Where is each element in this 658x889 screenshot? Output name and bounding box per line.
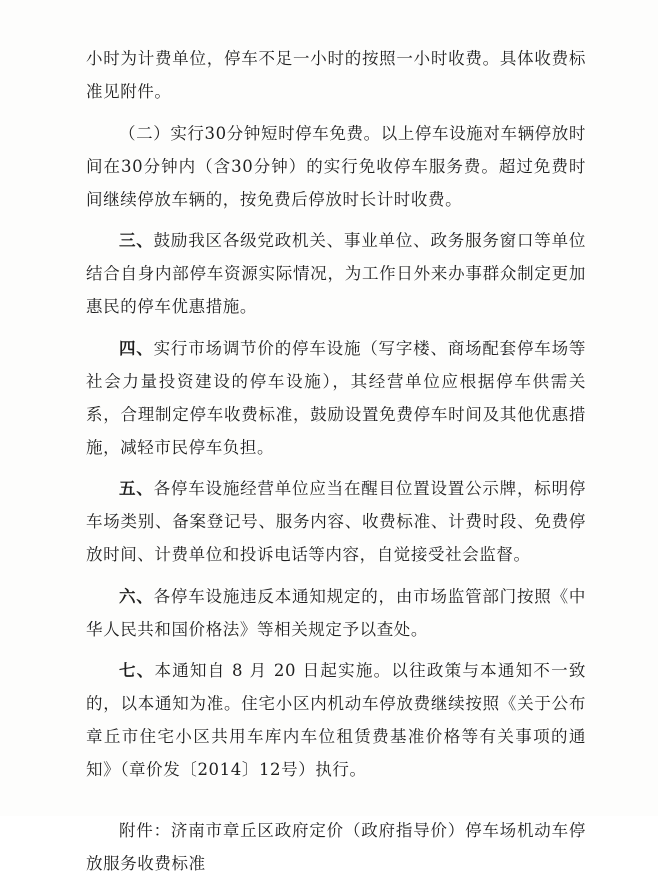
- document-body: [86, 42, 586, 889]
- item-number: 七、: [119, 661, 155, 680]
- item-number: 五、: [119, 479, 154, 498]
- paragraph-text: 各停车设施经营单位应当在醒目位置设置公示牌，标明停车场类别、备案登记号、服务内容、收费标准、计费时段、免费停放时间、计费单位和投诉电话等内容，自觉接受社会监督。: [86, 479, 586, 564]
- paragraph-text: 本通知自 8 月 20 日起实施。以往政策与本通知不一致的，以本通知为准。住宅小区内机动车停放费继续按照《关于公布章丘市住宅小区共用车库内车位租赁费基准价格等有关事项的通知》（章价发〔2014〕12号）执行。: [86, 661, 586, 779]
- attachment-text: 附件：济南市章丘区政府定价（政府指导价）停车场机动车停放服务收费标准: [86, 821, 586, 873]
- item-number: 三、: [119, 231, 154, 250]
- paragraph-item-5: [86, 472, 586, 571]
- item-number: 六、: [119, 586, 154, 606]
- item-number: 四、: [119, 338, 154, 358]
- paragraph-item-7: [86, 654, 586, 786]
- paragraph-text: 鼓励我区各级党政机关、事业单位、政务服务窗口等单位结合自身内部停车资源实际情况，为工作日外来办事群众制定更加惠民的停车优惠措施。: [86, 231, 586, 316]
- paragraph-text: （二）实行30分钟短时停车免费。以上停车设施对车辆停放时间在30分钟内（含30分钟）的实行免收停车服务费。超过免费时间继续停放车辆的，按免费后停放时长计时收费。: [86, 123, 586, 209]
- paragraph-continuation: [86, 42, 586, 108]
- paragraph-item-6: [86, 580, 586, 646]
- paragraph-item-4: [86, 332, 586, 464]
- paragraph-text: 各停车设施违反本通知规定的，由市场监管部门按照《中华人民共和国价格法》等相关规定予以查处。: [86, 586, 586, 639]
- paragraph-item-2: [86, 117, 586, 216]
- paragraph-text: 小时为计费单位，停车不足一小时的按照一小时收费。具体收费标准见附件。: [86, 49, 586, 101]
- attachment-note: [86, 814, 586, 880]
- paragraph-item-3: [86, 224, 586, 323]
- paragraph-text: 实行市场调节价的停车设施（写字楼、商场配套停车场等社会力量投资建设的停车设施），其经营单位应根据停车供需关系，合理制定停车收费标准，鼓励设置免费停车时间及其他优惠措施，减轻市民停车负担。: [86, 338, 586, 457]
